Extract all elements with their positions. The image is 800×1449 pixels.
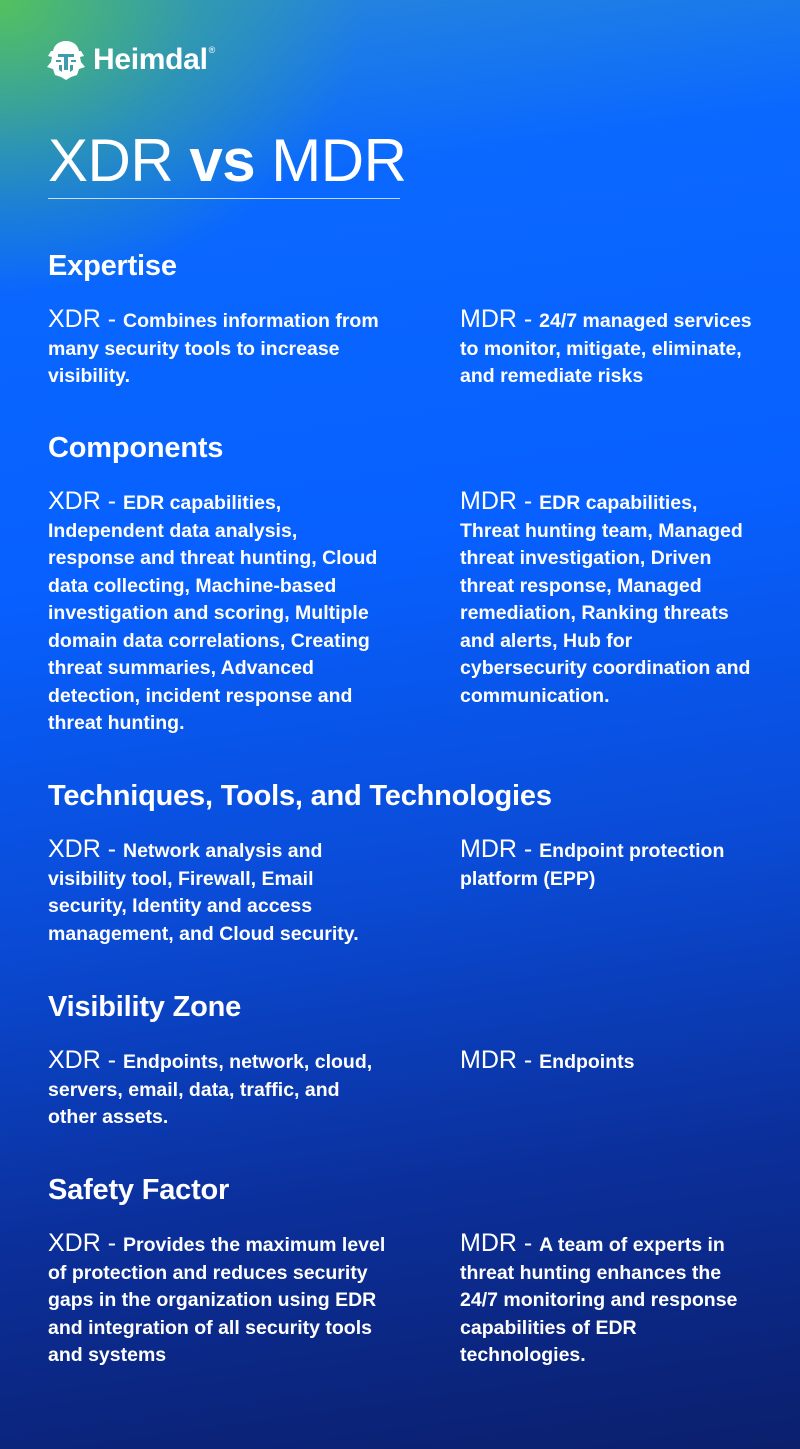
section-expertise <box>48 248 760 387</box>
section-heading: Safety Factor <box>48 1174 230 1206</box>
section-heading: Techniques, Tools, and Technologies <box>48 780 552 812</box>
title-xdr: XDR <box>48 127 174 194</box>
mdr-prefix: MDR - <box>460 835 540 863</box>
section-visibility-zone <box>48 989 760 1128</box>
xdr-description <box>48 1230 388 1370</box>
xdr-prefix: XDR - <box>48 487 123 515</box>
xdr-text: Network analysis and visibility tool, Firewall, Email security, Identity and access management, and Cloud security. <box>48 840 359 945</box>
mdr-description <box>460 488 760 710</box>
xdr-text: Endpoints, network, cloud, servers, email, data, traffic, and other assets. <box>48 1051 373 1128</box>
mdr-prefix: MDR - <box>460 1046 540 1074</box>
mdr-text: 24/7 managed services to monitor, mitigate, eliminate, and remediate risks <box>460 310 752 387</box>
section-safety-factor <box>48 1172 760 1366</box>
mdr-prefix: MDR - <box>460 487 540 515</box>
page-title <box>48 128 406 194</box>
mdr-text: Endpoint protection platform (EPP) <box>460 840 725 890</box>
section-techniques-tools-technologies <box>48 778 760 945</box>
brand-name: Heimdal <box>93 43 208 76</box>
xdr-prefix: XDR - <box>48 1046 123 1074</box>
section-heading: Visibility Zone <box>48 991 242 1023</box>
xdr-description <box>48 836 388 948</box>
mdr-description <box>460 1047 760 1077</box>
section-components <box>48 430 760 734</box>
mdr-prefix: MDR - <box>460 305 540 333</box>
mdr-description <box>460 306 760 391</box>
section-heading: Components <box>48 432 224 464</box>
mdr-description <box>460 836 760 893</box>
knight-helmet-icon <box>47 40 85 80</box>
mdr-text: A team of experts in threat hunting enhances the 24/7 monitoring and response capabilities of EDR technologies. <box>460 1234 738 1366</box>
mdr-description <box>460 1230 760 1370</box>
xdr-prefix: XDR - <box>48 305 123 333</box>
brand-logo <box>47 40 215 80</box>
title-vs: vs <box>189 127 256 194</box>
registered-mark: ® <box>208 45 216 55</box>
xdr-prefix: XDR - <box>48 1229 123 1257</box>
xdr-text: EDR capabilities, Independent data analysis, response and threat hunting, Cloud data collecting, Machine-based investigation and scoring, Multiple domain data correlations, Creating threat summaries, Advanced detection, incident response and threat hunting. <box>48 492 378 734</box>
mdr-text: Endpoints <box>539 1051 635 1073</box>
mdr-text: EDR capabilities, Threat hunting team, Managed threat investigation, Driven threat response, Managed remediation, Ranking threats and alerts, Hub for cybersecurity coordination and communication. <box>460 492 751 707</box>
xdr-prefix: XDR - <box>48 835 123 863</box>
xdr-description <box>48 306 388 391</box>
xdr-description <box>48 1047 388 1132</box>
xdr-text: Provides the maximum level of protection and reduces security gaps in the organization using EDR and integration of all security tools and systems <box>48 1234 386 1366</box>
section-heading: Expertise <box>48 250 177 282</box>
mdr-prefix: MDR - <box>460 1229 540 1257</box>
title-underline <box>48 198 400 199</box>
title-mdr: MDR <box>271 127 407 194</box>
xdr-description <box>48 488 388 738</box>
xdr-text: Combines information from many security tools to increase visibility. <box>48 310 379 387</box>
